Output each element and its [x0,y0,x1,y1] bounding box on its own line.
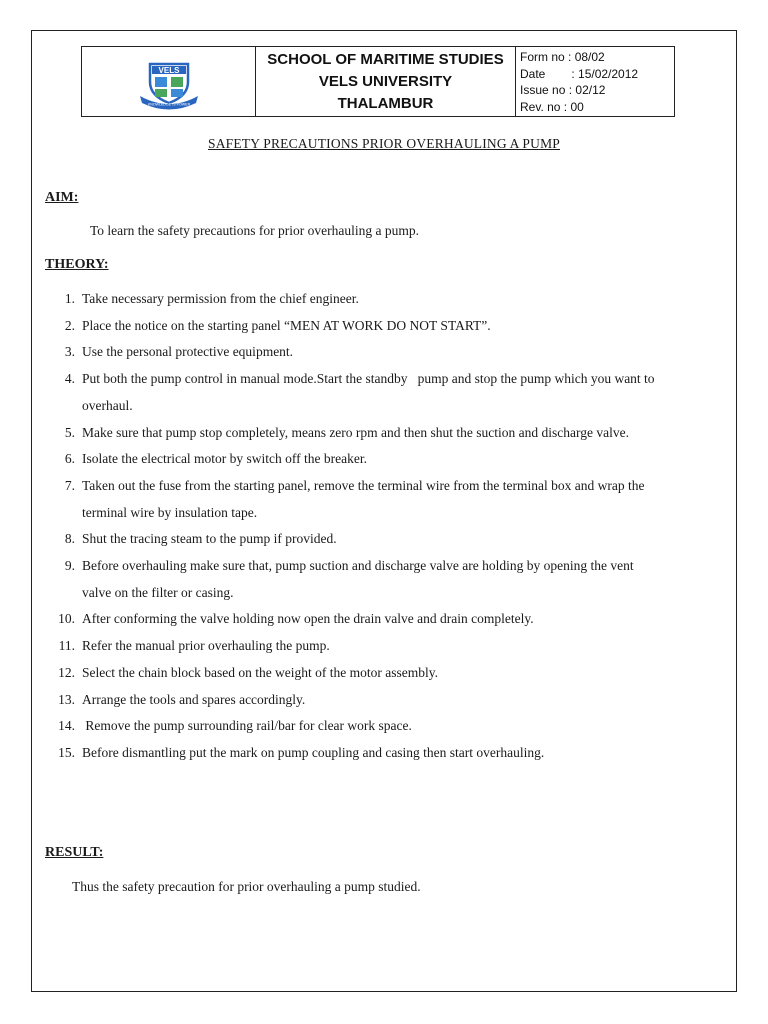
theory-step [45,660,725,687]
form-info-cell [516,47,674,116]
step-number: 2. [64,317,75,333]
logo-cell [82,47,256,116]
form-no-row: Form no : 08/02 [520,50,605,64]
step-text: Taken out the fuse from the starting panel, remove the terminal wire from the terminal box and wrap the [82,477,645,493]
theory-heading: THEORY: [45,257,109,272]
step-text: Take necessary permission from the chief engineer. [82,291,359,306]
step-text: Before overhauling make sure that, pump suction and discharge valve are holding by opening the vent [82,558,634,574]
step-number: 13. [58,691,75,707]
step-number: 8. [64,531,75,547]
aim-text: To learn the safety precautions for prior overhauling a pump. [90,223,419,238]
theory-steps-list [45,286,725,767]
theory-step [45,446,725,473]
result-heading: RESULT: [45,845,104,860]
step-number: 10. [58,611,75,627]
header-table [81,46,675,117]
theory-step [45,633,725,660]
step-text: Make sure that pump stop completely, means zero rpm and then shut the suction and discharge valve. [82,424,629,440]
step-text-continuation: valve on the filter or casing. [82,584,234,600]
campus-name: THALAMBUR [337,94,434,112]
aim-heading: AIM: [45,190,79,205]
step-text: Before dismantling put the mark on pump coupling and casing then start overhauling. [82,744,545,760]
step-number: 1. [64,291,75,306]
step-number: 11. [58,638,75,654]
theory-step [45,473,725,526]
theory-step [45,553,725,606]
step-text: After conforming the valve holding now open the drain valve and drain completely. [82,611,534,627]
step-text: Isolate the electrical motor by switch off the breaker. [82,451,368,467]
step-number: 4. [64,371,75,387]
theory-step [45,366,725,419]
step-text: Remove the pump surrounding rail/bar for clear work space. [82,718,412,734]
step-text: Shut the tracing steam to the pump if provided. [82,531,337,547]
logo-motto: KNOWLEDGE IS POWER [147,102,190,106]
step-number: 3. [64,344,75,360]
step-number: 6. [64,451,75,467]
logo-text: VELS [158,65,179,75]
step-text-continuation: terminal wire by insulation tape. [82,504,258,520]
university-name: VELS UNIVERSITY [318,72,453,90]
theory-step [45,339,725,366]
step-text: Select the chain block based on the weight of the motor assembly. [82,664,439,680]
school-cell [256,47,516,116]
theory-step [45,420,725,447]
theory-step [45,286,725,313]
step-text: Refer the manual prior overhauling the pump. [82,638,330,654]
issue-no-row: Issue no : 02/12 [520,83,606,97]
step-text-continuation: overhaul. [82,397,133,413]
step-number: 14. [58,718,75,734]
rev-no-row: Rev. no : 00 [520,99,584,114]
theory-step [45,713,725,740]
theory-step [45,313,725,340]
theory-step [45,606,725,633]
step-number: 7. [64,477,75,493]
vels-crest-icon [136,52,202,112]
step-text: Arrange the tools and spares accordingly. [82,691,306,707]
step-text: Use the personal protective equipment. [82,344,294,360]
step-number: 12. [58,664,75,680]
theory-step [45,740,725,767]
step-text: Put both the pump control in manual mode.Start the standby pump and stop the pump which you want to [82,371,655,387]
theory-step [45,526,725,553]
school-name: SCHOOL OF MARITIME STUDIES [267,50,504,68]
step-number: 5. [64,424,75,440]
step-number: 9. [64,558,75,574]
step-text: Place the notice on the starting panel “MEN AT WORK DO NOT START”. [82,317,491,333]
document-title: SAFETY PRECAUTIONS PRIOR OVERHAULING A PUMP [207,136,561,151]
theory-step [45,687,725,714]
result-text: Thus the safety precaution for prior overhauling a pump studied. [72,879,421,894]
date-row: Date : 15/02/2012 [520,66,639,81]
step-number: 15. [58,744,75,760]
